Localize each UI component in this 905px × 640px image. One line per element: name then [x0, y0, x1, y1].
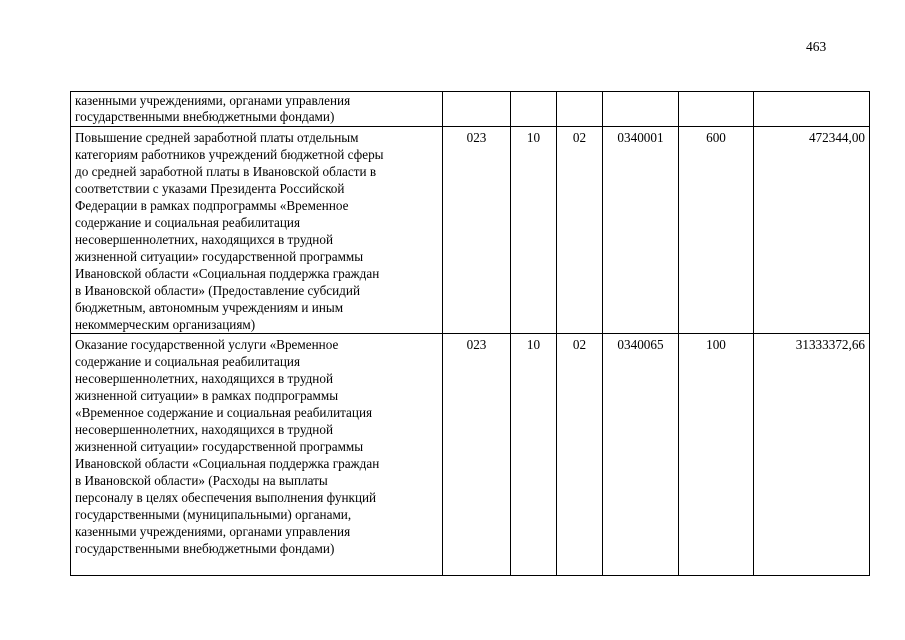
table-row: [71, 92, 870, 127]
target-article-code: 0340001: [603, 127, 679, 334]
expense-type-code: [679, 92, 754, 127]
section-code: 10: [511, 334, 557, 576]
ministry-code: [443, 92, 511, 127]
amount-cell: [754, 92, 870, 127]
subsection-code: [557, 92, 603, 127]
row-description: казенными учреждениями, органами управления государственными внебюджетными фондами): [71, 92, 443, 127]
row-description: Повышение средней заработной платы отдельным категориям работников учреждений бюджетной сферы до средней заработной платы в Ивановской области в соответствии с указами Президента Российской Федерации в рамках подпрограммы «Временное содержание и социальная реабилитация несовершеннолетних, находящихся в трудной жизненной ситуации» государственной программы Ивановской области «Социальная поддержка граждан в Ивановской области» (Предоставление субсидий бюджетным, автономным учреждениям и иным некоммерческим организациям): [71, 127, 443, 334]
page-number: 463: [806, 39, 827, 54]
ministry-code: 023: [443, 334, 511, 576]
section-code: 10: [511, 127, 557, 334]
target-article-code: [603, 92, 679, 127]
amount-cell: 472344,00: [754, 127, 870, 334]
row-description: Оказание государственной услуги «Временное содержание и социальная реабилитация несовершеннолетних, находящихся в трудной жизненной ситуации» в рамках подпрограммы «Временное содержание и социальная реабилитация несовершеннолетних, находящихся в трудной жизненной ситуации» государственной программы Ивановской области «Социальная поддержка граждан в Ивановской области» (Расходы на выплаты персоналу в целях обеспечения выполнения функций государственными (муниципальными) органами, казенными учреждениями, органами управления государственными внебюджетными фондами): [71, 334, 443, 576]
expense-type-code: 600: [679, 127, 754, 334]
section-code: [511, 92, 557, 127]
ministry-code: 023: [443, 127, 511, 334]
table-row: [71, 127, 870, 334]
budget-table: [70, 91, 870, 576]
subsection-code: 02: [557, 334, 603, 576]
expense-type-code: 100: [679, 334, 754, 576]
target-article-code: 0340065: [603, 334, 679, 576]
table-row: [71, 334, 870, 576]
amount-cell: 31333372,66: [754, 334, 870, 576]
subsection-code: 02: [557, 127, 603, 334]
